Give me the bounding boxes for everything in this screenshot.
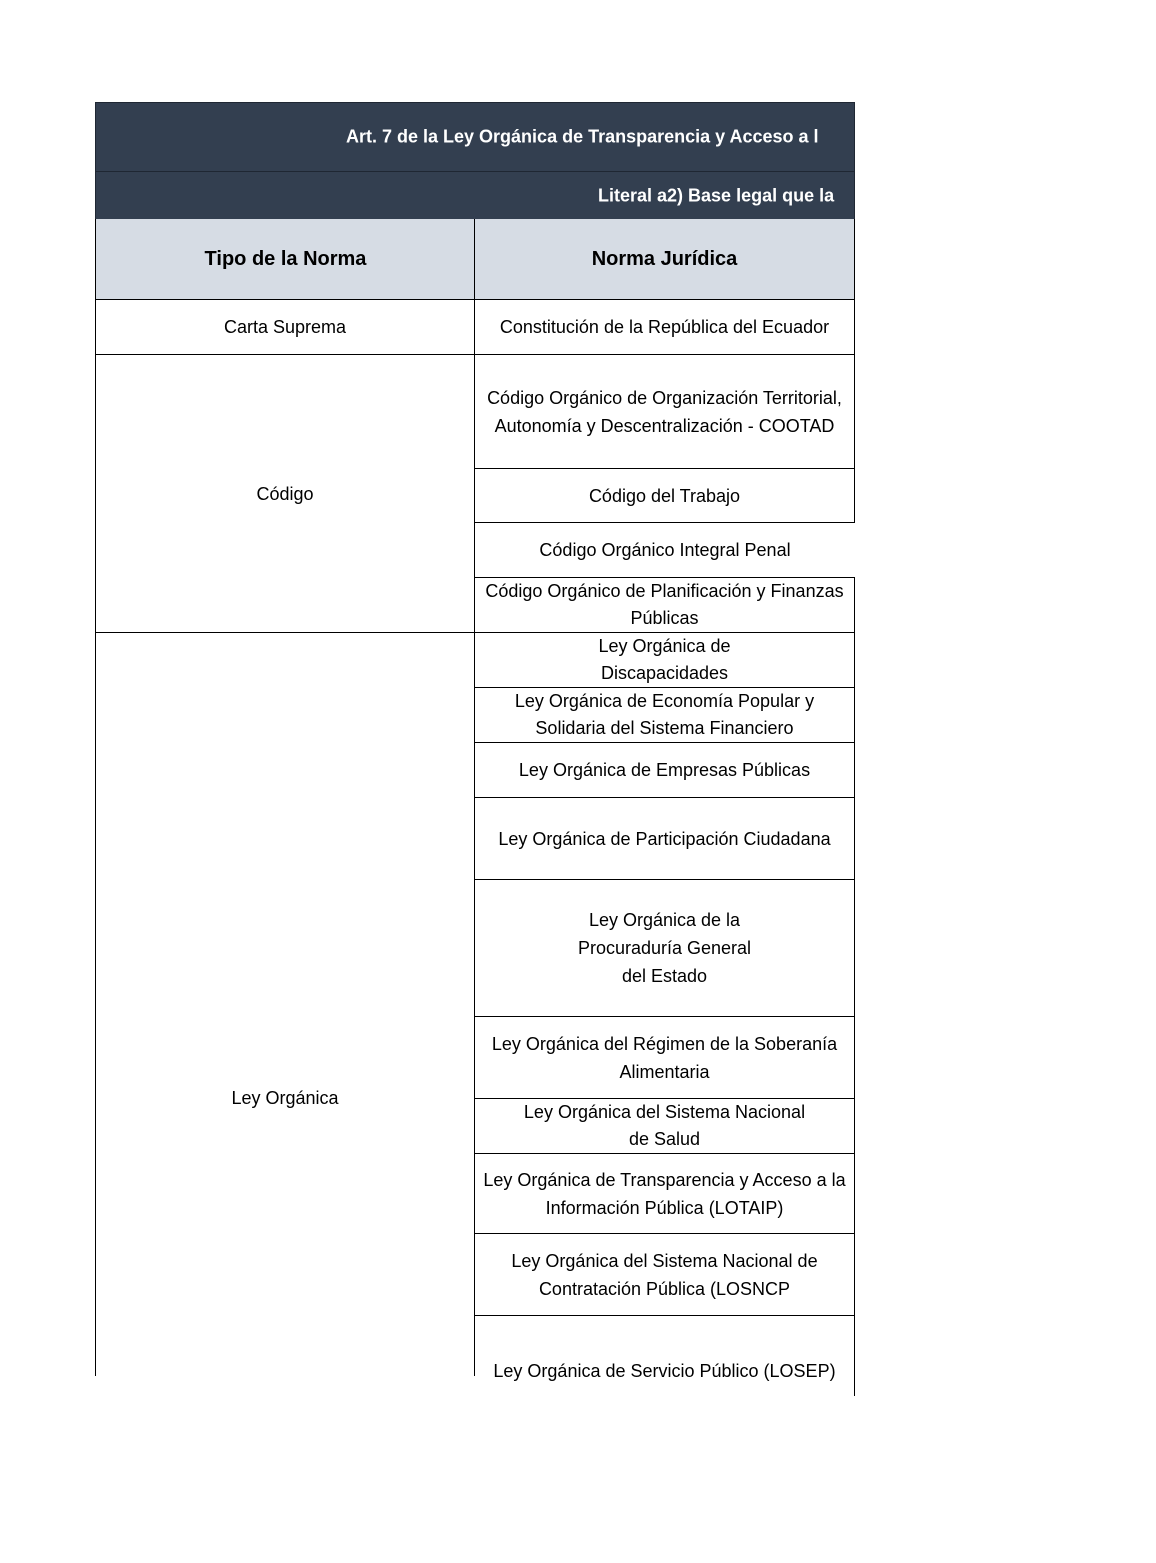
- norma-cell: Código Orgánico Integral Penal: [475, 523, 855, 578]
- norma-cell: Ley Orgánica de Participación Ciudadana: [475, 798, 855, 880]
- norma-cell: Ley Orgánica del Régimen de la Soberanía Alimentaria: [475, 1017, 855, 1099]
- column-header-norma: Norma Jurídica: [474, 219, 855, 300]
- norma-cell: Ley Orgánica de Transparencia y Acceso a la Información Pública (LOTAIP): [475, 1154, 855, 1234]
- norma-cell: Ley Orgánica del Sistema Nacional de Salud: [475, 1099, 855, 1154]
- tipo-cell: Ley Orgánica: [231, 1088, 339, 1108]
- column-header-tipo: Tipo de la Norma: [95, 219, 475, 300]
- norma-cell: Código del Trabajo: [475, 469, 855, 523]
- norma-cell: Ley Orgánica de Economía Popular y Solidaria del Sistema Financiero: [475, 688, 855, 743]
- table-title-band: [95, 102, 855, 172]
- table-title: Art. 7 de la Ley Orgánica de Transparencia y Acceso a l: [346, 126, 819, 147]
- norma-cell: Código Orgánico de Organización Territorial, Autonomía y Descentralización - COOTAD: [475, 355, 855, 469]
- tipo-cell: Carta Suprema: [96, 300, 474, 355]
- table-subtitle: Literal a2) Base legal que la: [598, 185, 835, 205]
- tipo-cell: Código: [96, 355, 474, 633]
- norma-cell: Ley Orgánica de Empresas Públicas: [475, 743, 855, 798]
- norma-cell: Constitución de la República del Ecuador: [475, 300, 855, 355]
- norma-cell: Ley Orgánica de Discapacidades: [475, 633, 855, 688]
- norma-cell: Código Orgánico de Planificación y Finanzas Públicas: [475, 578, 855, 633]
- table-subtitle-band: [95, 171, 855, 220]
- norma-cell: Ley Orgánica del Sistema Nacional de Contratación Pública (LOSNCP: [475, 1234, 855, 1316]
- norma-cell: Ley Orgánica de la Procuraduría General del Estado: [475, 880, 855, 1017]
- norma-cell: Ley Orgánica de Servicio Público (LOSEP): [475, 1316, 855, 1396]
